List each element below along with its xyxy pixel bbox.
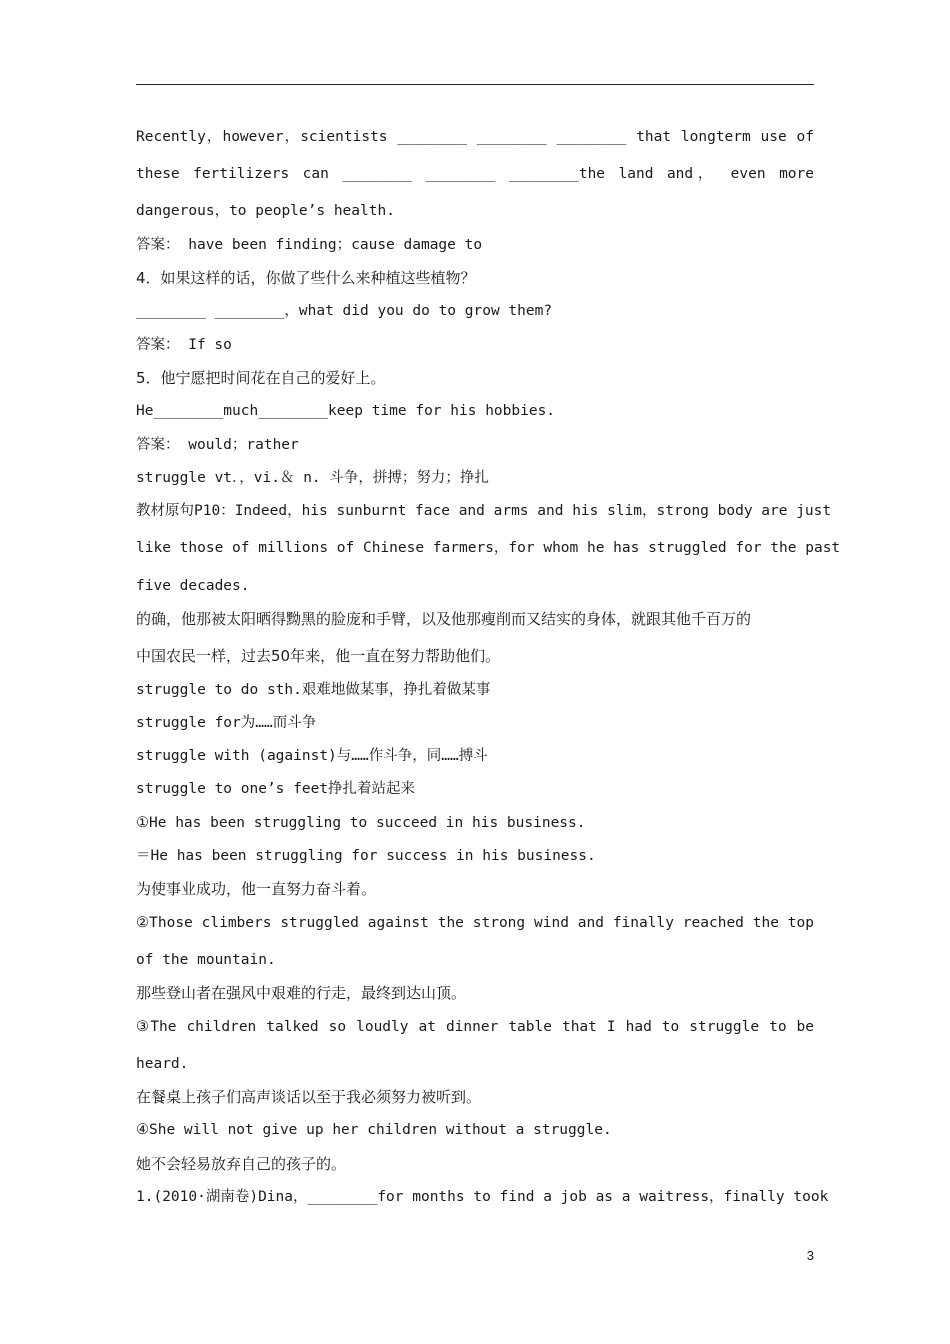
- example-line: ＝He has been struggling for success in his business.: [136, 848, 596, 864]
- example-line: of the mountain.: [136, 952, 276, 968]
- text-line: 教材原句P10：Indeed，his sunburnt face and arms and his slim，strong body are just: [136, 503, 832, 519]
- phrase-line: struggle to do sth.艰难地做某事，挣扎着做某事: [136, 682, 491, 698]
- phrase-line: struggle for为……而斗争: [136, 715, 317, 731]
- question-5: 5．他宁愿把时间花在自己的爱好上。: [136, 369, 386, 387]
- translation-line: 为使事业成功，他一直努力奋斗着。: [136, 880, 377, 898]
- example-line: ①He has been struggling to succeed in his business.: [136, 815, 586, 831]
- example-line: heard.: [136, 1056, 189, 1072]
- translation-line: 在餐桌上孩子们高声谈话以至于我必须努力被听到。: [136, 1088, 482, 1106]
- text-line: these fertilizers can ________ ________ ________the land and， even more: [136, 166, 814, 182]
- translation-line: 她不会轻易放弃自己的孩子的。: [136, 1155, 347, 1173]
- vocab-heading: struggle vt．，vi.＆ n. 斗争，拼搏；努力；挣扎: [136, 470, 489, 486]
- answer-line: 答案： If so: [136, 337, 232, 353]
- text-line: five decades.: [136, 578, 250, 594]
- example-line: ②Those climbers struggled against the strong wind and finally reached the top: [136, 915, 814, 931]
- answer-line: 答案： have been finding；cause damage to: [136, 237, 483, 253]
- text-line: like those of millions of Chinese farmers，for whom he has struggled for the past: [136, 540, 841, 556]
- phrase-line: struggle to one’s feet挣扎着站起来: [136, 781, 416, 797]
- phrase-line: struggle with (against)与……作斗争，同……搏斗: [136, 748, 488, 764]
- answer-line: 答案： would；rather: [136, 437, 299, 453]
- translation-line: 中国农民一样，过去50年来，他一直在努力帮助他们。: [136, 647, 501, 665]
- page-number: 3: [806, 1248, 814, 1263]
- text-line: He________much________keep time for his hobbies.: [136, 403, 556, 419]
- exercise-line: 1.(2010·湖南卷)Dina，________for months to find a job as a waitress，finally took: [136, 1189, 829, 1205]
- example-line: ③The children talked so loudly at dinner table that I had to struggle to be: [136, 1019, 814, 1035]
- header-rule: [136, 84, 814, 85]
- text-line: dangerous，to people’s health.: [136, 203, 395, 219]
- translation-line: 那些登山者在强风中艰难的行走，最终到达山顶。: [136, 984, 467, 1002]
- example-line: ④She will not give up her children without a struggle.: [136, 1122, 612, 1138]
- question-4: 4．如果这样的话，你做了些什么来种植这些植物？: [136, 269, 476, 287]
- text-line: ________ ________，what did you do to grow them?: [136, 303, 553, 319]
- text-line: Recently，however，scientists ________ ________ ________ that longterm use of: [136, 129, 814, 145]
- translation-line: 的确，他那被太阳晒得黝黑的脸庞和手臂，以及他那瘦削而又结实的身体，就跟其他千百万的: [136, 610, 752, 628]
